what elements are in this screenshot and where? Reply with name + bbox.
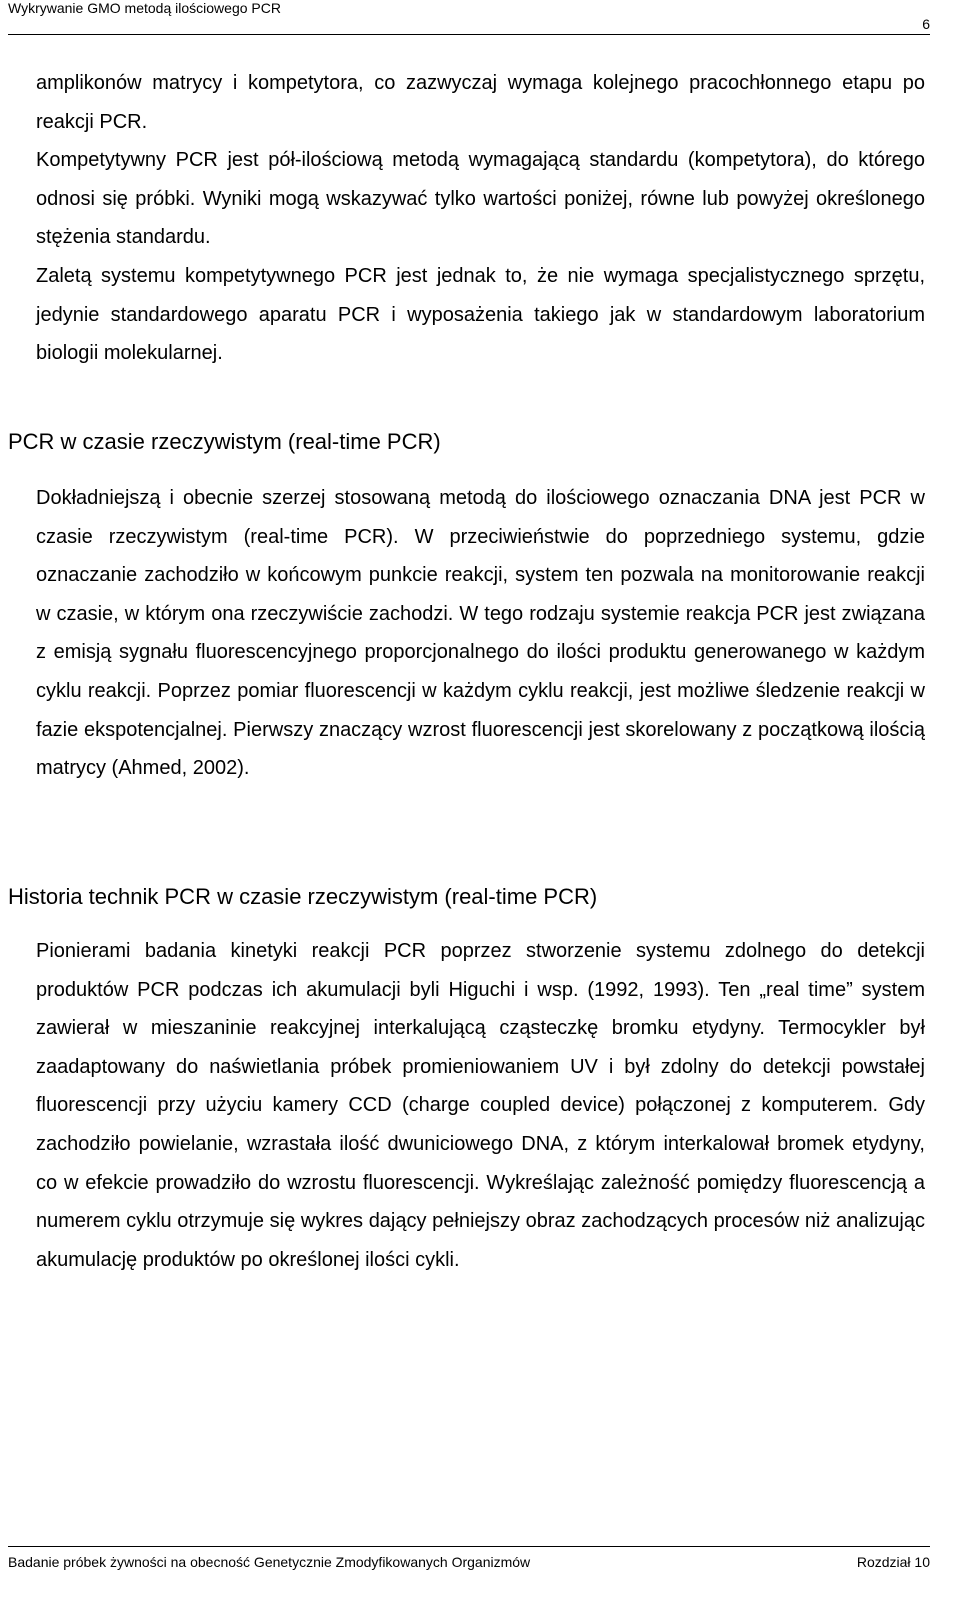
- section-real-time-pcr: [36, 479, 925, 788]
- intro-paragraph-2: Kompetytywny PCR jest pół-ilościową metodą wymagającą standardu (kompetytora), do którego odnosi się próbki. Wyniki mogą wskazywać tylko wartości poniżej, równe lub powyżej określonego stężenia standardu.: [36, 149, 925, 249]
- running-title: Wykrywanie GMO metodą ilościowego PCR: [8, 0, 281, 16]
- page-number: 6: [922, 16, 930, 32]
- page-header: [8, 0, 930, 35]
- section-history: [36, 932, 925, 1279]
- footer-chapter: Rozdział 10: [856, 1554, 930, 1570]
- section-history-body: Pionierami badania kinetyki reakcji PCR poprzez stworzenie systemu zdolnego do detekcji produktów PCR podczas ich akumulacji byli Higuchi i wsp. (1992, 1993). Ten „real time” system zawierał w mieszaninie reakcyjnej interkalującą cząsteczkę bromku etydyny. Termocykler był zaadaptowany do naświetlania próbek promieniowaniem UV i był zdolny do detekcji powstałej fluorescencji przy użyciu kamery CCD (charge coupled device) połączonej z komputerem. Gdy zachodziło powielanie, wzrastała ilość dwuniciowego DNA, z którym interkalował bromek etydyny, co w efekcie prowadziło do wzrostu fluorescencji. Wykreślając zależność pomiędzy fluorescencją a numerem cyklu otrzymuje się wykres dający pełniejszy obraz zachodzących procesów niż analizując akumulację produktów po określonej ilości cykli.: [36, 940, 925, 1271]
- page-footer: [8, 1546, 930, 1577]
- section-heading-real-time-pcr: PCR w czasie rzeczywistym (real-time PCR): [8, 429, 441, 454]
- section-real-time-pcr-body: Dokładniejszą i obecnie szerzej stosowaną metodą do ilościowego oznaczania DNA jest PCR w czasie rzeczywistym (real-time PCR). W przeciwieństwie do poprzedniego systemu, gdzie oznaczanie zachodziło w końcowym punkcie reakcji, system ten pozwala na monitorowanie reakcji w czasie, w którym ona rzeczywiście zachodzi. W tego rodzaju systemie reakcja PCR jest związana z emisją sygnału fluorescencyjnego proporcjonalnego do ilości produktu generowanego w każdym cyklu reakcji. Poprzez pomiar fluorescencji w każdym cyklu reakcji, jest możliwe śledzenie reakcji w fazie ekspotencjalnej. Pierwszy znaczący wzrost fluorescencji jest skorelowany z początkową ilością matrycy (Ahmed, 2002).: [36, 487, 925, 780]
- intro-paragraph-1: amplikonów matrycy i kompetytora, co zazwyczaj wymaga kolejnego pracochłonnego etapu po reakcji PCR.: [36, 72, 925, 133]
- footer-document-title: Badanie próbek żywności na obecność Genetycznie Zmodyfikowanych Organizmów: [8, 1554, 531, 1570]
- intro-block: [36, 64, 925, 373]
- section-heading-history: Historia technik PCR w czasie rzeczywistym (real-time PCR): [8, 884, 598, 909]
- intro-paragraph-3: Zaletą systemu kompetytywnego PCR jest jednak to, że nie wymaga specjalistycznego sprzętu, jedynie standardowego aparatu PCR i wyposażenia takiego jak w standardowym laboratorium biologii molekularnej.: [36, 264, 925, 365]
